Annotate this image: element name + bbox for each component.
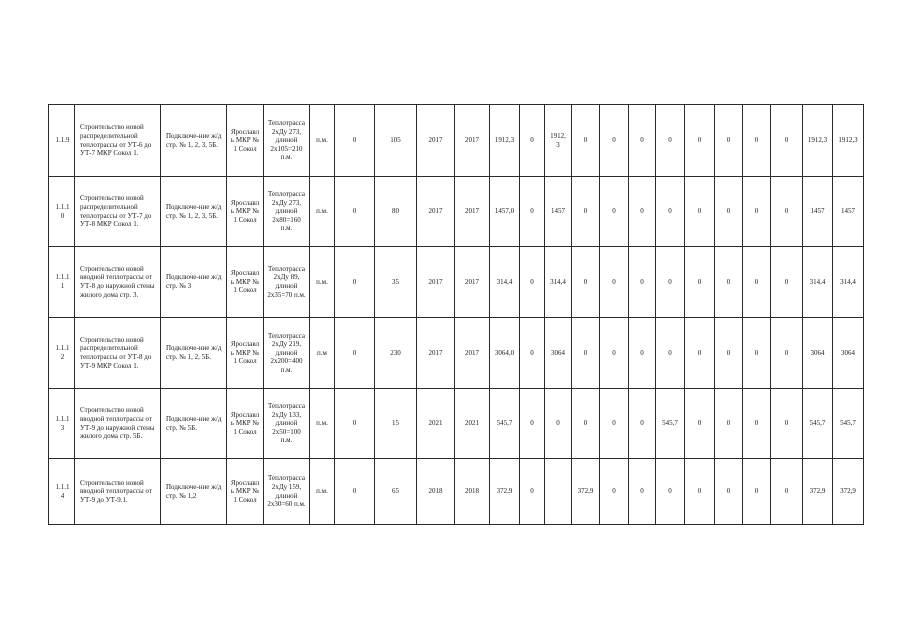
work-description-cell: Строительство новой вводной теплотрассы от УТ-9 до УТ-9.1. <box>75 459 161 525</box>
value-cell: 0 <box>743 389 771 459</box>
value-cell: 65 <box>375 459 417 525</box>
value-cell: 2021 <box>417 389 455 459</box>
value-cell: 0 <box>629 389 656 459</box>
value-cell: 0 <box>335 105 375 177</box>
value-cell: 0 <box>335 389 375 459</box>
row-number-cell: 1.1.13 <box>49 389 75 459</box>
value-cell: 545,7 <box>490 389 520 459</box>
value-cell: 545,7 <box>803 389 833 459</box>
value-cell: 0 <box>629 105 656 177</box>
value-cell: 0 <box>743 105 771 177</box>
value-cell: 0 <box>600 177 629 247</box>
value-cell: 372,9 <box>803 459 833 525</box>
value-cell: 15 <box>375 389 417 459</box>
location-cell: Ярославль МКР № 1 Сокол <box>227 177 264 247</box>
value-cell: 0 <box>520 105 545 177</box>
value-cell: 0 <box>600 459 629 525</box>
value-cell: 0 <box>715 105 743 177</box>
value-cell: 0 <box>743 318 771 389</box>
value-cell: 3064,0 <box>490 318 520 389</box>
value-cell: 3064 <box>803 318 833 389</box>
unit-cell: п.м. <box>310 105 335 177</box>
value-cell: 0 <box>715 177 743 247</box>
pipe-spec-cell: Теплотрасса 2хДу 89, длиной 2х35=70 п.м. <box>264 247 310 318</box>
value-cell: 0 <box>715 247 743 318</box>
value-cell: 0 <box>685 389 715 459</box>
table-row <box>49 105 864 177</box>
value-cell: 0 <box>685 318 715 389</box>
value-cell: 314,4 <box>803 247 833 318</box>
value-cell: 230 <box>375 318 417 389</box>
value-cell: 1912,3 <box>803 105 833 177</box>
value-cell: 2017 <box>417 247 455 318</box>
value-cell: 0 <box>685 177 715 247</box>
value-cell: 0 <box>685 247 715 318</box>
value-cell: 2018 <box>417 459 455 525</box>
value-cell: 1912,3 <box>833 105 864 177</box>
table-row <box>49 177 864 247</box>
value-cell: 372,9 <box>572 459 600 525</box>
value-cell: 2018 <box>455 459 490 525</box>
value-cell: 0 <box>656 247 685 318</box>
value-cell: 0 <box>520 247 545 318</box>
value-cell: 0 <box>572 389 600 459</box>
connected-object-cell: Подключе-ние ж/д стр. № 1,2 <box>161 459 227 525</box>
value-cell: 0 <box>545 389 572 459</box>
value-cell: 0 <box>656 177 685 247</box>
value-cell: 0 <box>743 177 771 247</box>
value-cell: 2017 <box>455 177 490 247</box>
value-cell: 0 <box>520 459 545 525</box>
row-number-cell: 1.1.14 <box>49 459 75 525</box>
value-cell: 2021 <box>455 389 490 459</box>
value-cell: 545,7 <box>833 389 864 459</box>
value-cell: 1457,0 <box>490 177 520 247</box>
value-cell: 2017 <box>455 318 490 389</box>
location-cell: Ярославль МКР № 1 Сокол <box>227 247 264 318</box>
value-cell: 0 <box>520 389 545 459</box>
value-cell: 0 <box>743 459 771 525</box>
row-number-cell: 1.1.9 <box>49 105 75 177</box>
value-cell: 105 <box>375 105 417 177</box>
pipe-spec-cell: Теплотрасса 2хДу 273, длиной 2х105=210 п.м. <box>264 105 310 177</box>
value-cell: 35 <box>375 247 417 318</box>
value-cell: 80 <box>375 177 417 247</box>
value-cell: 372,9 <box>833 459 864 525</box>
value-cell: 0 <box>600 389 629 459</box>
row-number-cell: 1.1.12 <box>49 318 75 389</box>
table-row <box>49 389 864 459</box>
value-cell: 1457 <box>833 177 864 247</box>
value-cell: 0 <box>771 389 803 459</box>
value-cell: 1912,3 <box>545 105 572 177</box>
value-cell: 0 <box>572 318 600 389</box>
value-cell: 0 <box>520 177 545 247</box>
location-cell: Ярославль МКР № 1 Сокол <box>227 105 264 177</box>
unit-cell: п.м. <box>310 389 335 459</box>
unit-cell: п.м. <box>310 177 335 247</box>
value-cell: 0 <box>656 459 685 525</box>
work-description-cell: Строительство новой распределительной теплотрассы от УТ-8 до УТ-9 МКР Сокол 1. <box>75 318 161 389</box>
value-cell: 0 <box>771 247 803 318</box>
value-cell: 0 <box>715 318 743 389</box>
value-cell: 0 <box>600 247 629 318</box>
value-cell: 2017 <box>455 105 490 177</box>
value-cell: 0 <box>600 318 629 389</box>
value-cell: 314,4 <box>545 247 572 318</box>
value-cell: 0 <box>743 247 771 318</box>
value-cell: 0 <box>335 318 375 389</box>
location-cell: Ярославль МКР № 1 Сокол <box>227 459 264 525</box>
value-cell: 1457 <box>803 177 833 247</box>
value-cell: 0 <box>572 177 600 247</box>
value-cell: 0 <box>656 318 685 389</box>
row-number-cell: 1.1.10 <box>49 177 75 247</box>
value-cell: 314,4 <box>833 247 864 318</box>
value-cell: 0 <box>656 105 685 177</box>
unit-cell: п.м. <box>310 247 335 318</box>
row-number-cell: 1.1.11 <box>49 247 75 318</box>
connected-object-cell: Подключе-ние ж/д стр. № 5Б. <box>161 389 227 459</box>
connected-object-cell: Подключе-ние ж/д стр. № 1, 2, 3, 5Б. <box>161 177 227 247</box>
value-cell <box>545 459 572 525</box>
value-cell: 2017 <box>455 247 490 318</box>
value-cell: 3064 <box>545 318 572 389</box>
value-cell: 0 <box>520 318 545 389</box>
value-cell: 372,9 <box>490 459 520 525</box>
value-cell: 545,7 <box>656 389 685 459</box>
value-cell: 0 <box>629 459 656 525</box>
value-cell: 314,4 <box>490 247 520 318</box>
value-cell: 0 <box>335 177 375 247</box>
value-cell: 0 <box>629 247 656 318</box>
value-cell: 0 <box>572 105 600 177</box>
value-cell: 1912,3 <box>490 105 520 177</box>
work-description-cell: Строительство новой вводной теплотрассы от УТ-8 до наружной стены жилого дома стр. 3. <box>75 247 161 318</box>
connected-object-cell: Подключе-ние ж/д стр. № 1, 2, 5Б. <box>161 318 227 389</box>
work-description-cell: Строительство новой вводной теплотрассы от УТ-9 до наружной стены жилого дома стр. 5Б. <box>75 389 161 459</box>
value-cell: 0 <box>685 105 715 177</box>
pipe-spec-cell: Теплотрасса 2хДу 273, длиной 2х80=160 п.м. <box>264 177 310 247</box>
connected-object-cell: Подключе-ние ж/д стр. № 3 <box>161 247 227 318</box>
value-cell: 0 <box>771 459 803 525</box>
unit-cell: п.м <box>310 318 335 389</box>
value-cell: 2017 <box>417 177 455 247</box>
table-row <box>49 247 864 318</box>
pipe-spec-cell: Теплотрасса 2хДу 133, длиной 2х50=100 п.м. <box>264 389 310 459</box>
table-row <box>49 459 864 525</box>
pipe-spec-cell: Теплотрасса 2хДу 159, длиной 2х30=60 п.м. <box>264 459 310 525</box>
value-cell: 0 <box>629 177 656 247</box>
investment-program-table <box>48 104 864 525</box>
location-cell: Ярославль МКР № 1 Сокол <box>227 318 264 389</box>
work-description-cell: Строительство новой распределительной теплотрассы от УТ-6 до УТ-7 МКР Сокол 1. <box>75 105 161 177</box>
value-cell: 0 <box>771 318 803 389</box>
value-cell: 0 <box>771 105 803 177</box>
value-cell: 2017 <box>417 105 455 177</box>
value-cell: 0 <box>715 459 743 525</box>
value-cell: 0 <box>335 247 375 318</box>
value-cell: 0 <box>572 247 600 318</box>
work-description-cell: Строительство новой распределительной теплотрассы от УТ-7 до УТ-8 МКР Сокол 1. <box>75 177 161 247</box>
value-cell: 0 <box>629 318 656 389</box>
value-cell: 3064 <box>833 318 864 389</box>
location-cell: Ярославль МКР № 1 Сокол <box>227 389 264 459</box>
value-cell: 0 <box>685 459 715 525</box>
pipe-spec-cell: Теплотрасса 2хДу 219, длиной 2х200=400 п.м. <box>264 318 310 389</box>
table-row <box>49 318 864 389</box>
value-cell: 0 <box>600 105 629 177</box>
value-cell: 2017 <box>417 318 455 389</box>
value-cell: 1457 <box>545 177 572 247</box>
value-cell: 0 <box>771 177 803 247</box>
connected-object-cell: Подключе-ние ж/д стр. № 1, 2, 3, 5Б. <box>161 105 227 177</box>
value-cell: 0 <box>335 459 375 525</box>
unit-cell: п.м. <box>310 459 335 525</box>
value-cell: 0 <box>715 389 743 459</box>
